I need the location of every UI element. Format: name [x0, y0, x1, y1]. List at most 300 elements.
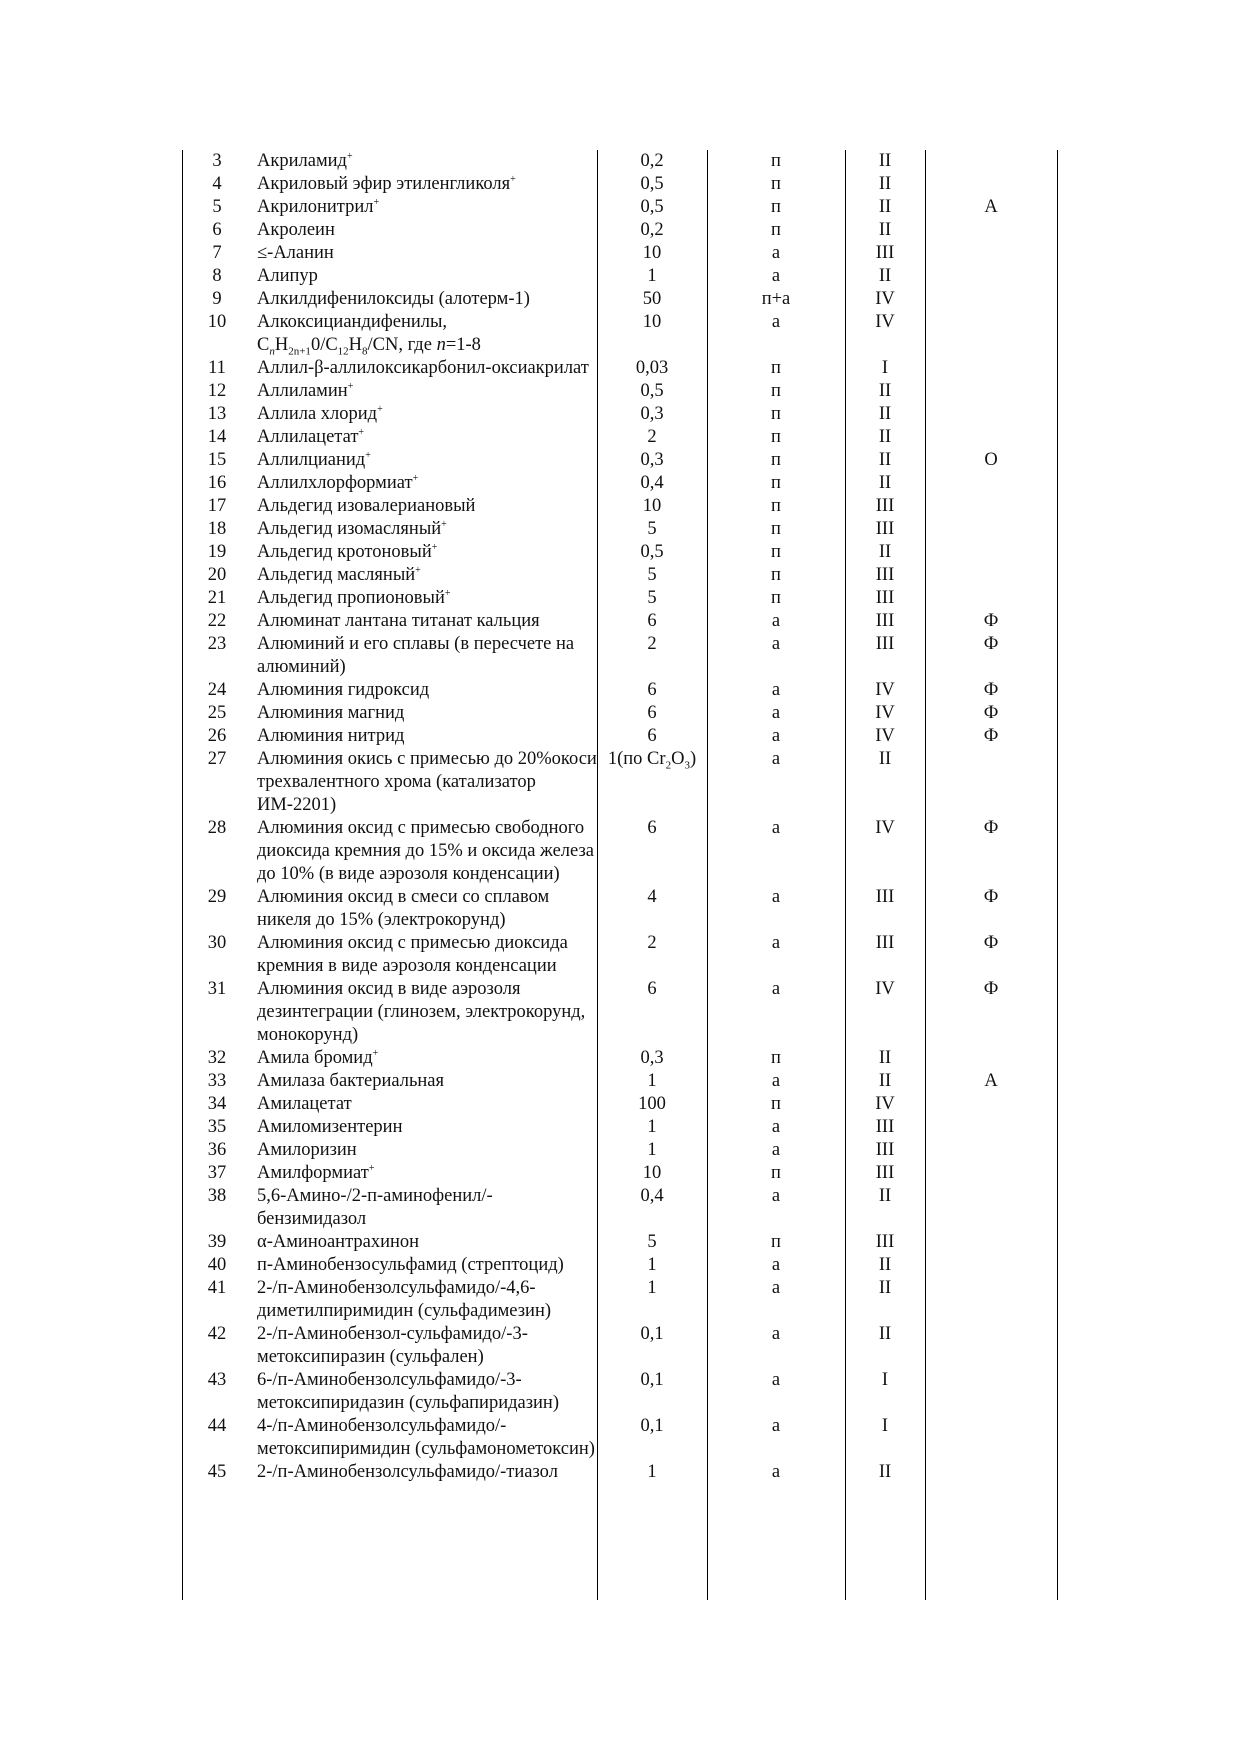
table-row	[182, 1323, 1057, 1369]
substance-name	[252, 817, 597, 886]
table-row	[182, 1093, 1057, 1116]
aggregate-state: а	[771, 1324, 781, 1344]
substance-name	[252, 1254, 597, 1277]
aggregate-state: п	[771, 1232, 781, 1252]
substance-name-text: Алюминия оксид с примесью свободного диоксида кремния до 15% и оксида железа до 10% (в виде аэрозоля конденсации)	[257, 818, 594, 884]
aggregate-state: а	[771, 1186, 781, 1206]
table-row	[182, 1277, 1057, 1323]
formula-part: n	[269, 345, 275, 358]
row-number: 19	[207, 542, 227, 562]
substance-name	[252, 173, 597, 196]
row-number: 43	[207, 1370, 227, 1390]
substance-name-text: п-Аминобензосульфамид (стрептоцид)	[257, 1255, 564, 1275]
row-number: 36	[207, 1140, 227, 1160]
aggregate-state: п	[771, 1163, 781, 1183]
substance-name	[252, 1323, 597, 1369]
value-part: 1(по Cr	[607, 749, 666, 769]
footnote-mark: +	[412, 472, 419, 484]
substance-name	[252, 1139, 597, 1162]
limit-value: 1	[647, 1117, 657, 1137]
limit-value: 100	[638, 1094, 666, 1114]
table-row	[182, 1254, 1057, 1277]
row-number: 27	[207, 749, 227, 769]
limit-value: 1	[647, 1278, 657, 1298]
substance-name	[252, 564, 597, 587]
hazard-class: IV	[875, 680, 895, 700]
substance-name	[252, 1070, 597, 1093]
row-number: 7	[212, 243, 222, 263]
aggregate-state: а	[771, 312, 781, 332]
table-row	[182, 288, 1057, 311]
footnote-mark: +	[510, 173, 516, 185]
aggregate-state: а	[771, 1140, 781, 1160]
hazard-class: II	[878, 1186, 892, 1206]
formula-part: H	[274, 335, 289, 355]
table-row	[182, 1047, 1057, 1070]
substance-name	[252, 380, 597, 403]
footnote-mark: +	[444, 587, 451, 599]
aggregate-state: п	[771, 1094, 781, 1114]
substance-name	[252, 610, 597, 633]
substance-name-text: 2-/п-Аминобензолсульфамидо/-4,6-диметилпиримидин (сульфадимезин)	[257, 1278, 552, 1321]
table-row	[182, 265, 1057, 288]
effect-note: Ф	[983, 680, 999, 700]
substance-name-text: Амила бромид	[257, 1048, 373, 1068]
aggregate-state: п	[771, 496, 781, 516]
substance-name-text: Альдегид изомасляный	[257, 519, 442, 539]
row-number: 41	[207, 1278, 227, 1298]
hazard-class: IV	[875, 1094, 895, 1114]
limit-value: 6	[647, 703, 657, 723]
substance-name-text: Амилоризин	[257, 1140, 357, 1160]
table-row	[182, 702, 1057, 725]
formula-part: C	[257, 335, 270, 355]
hazard-class: III	[875, 1163, 895, 1183]
substance-name	[252, 288, 597, 311]
hazard-class: II	[878, 197, 892, 217]
substance-name	[252, 196, 597, 219]
hazard-class: II	[878, 1324, 892, 1344]
limit-value: 1	[647, 1255, 657, 1275]
limit-value: 6	[647, 818, 657, 838]
substance-name-text: Амилацетат	[257, 1094, 352, 1114]
aggregate-state: а	[771, 703, 781, 723]
substance-name	[252, 1047, 597, 1070]
row-number: 31	[207, 979, 227, 999]
aggregate-state: п	[771, 174, 781, 194]
table-row	[182, 1116, 1057, 1139]
limit-value: 0,5	[640, 174, 664, 194]
row-number: 37	[207, 1163, 227, 1183]
table-row	[182, 1369, 1057, 1415]
table-row	[182, 173, 1057, 196]
table-row	[182, 564, 1057, 587]
table-row	[182, 196, 1057, 219]
effect-note: А	[984, 1071, 998, 1091]
limit-value: 0,5	[640, 381, 664, 401]
formula-part: 2n+1	[288, 345, 311, 358]
limit-value: 10	[642, 1163, 662, 1183]
limit-value: 0,3	[640, 450, 664, 470]
effect-note: Ф	[983, 703, 999, 723]
aggregate-state: а	[771, 611, 781, 631]
substance-name	[252, 932, 597, 978]
column-divider	[1057, 150, 1058, 1600]
table-row	[182, 748, 1057, 817]
substance-name-text: Аллилхлорформиат	[257, 473, 413, 493]
aggregate-state: а	[771, 726, 781, 746]
substance-name-text: Аллил-β-аллилоксикарбонил-оксиакрилат	[257, 358, 589, 378]
table-row	[182, 518, 1057, 541]
table-row	[182, 932, 1057, 978]
hazard-class: II	[878, 1071, 892, 1091]
row-number: 23	[207, 634, 227, 654]
hazard-class: II	[878, 450, 892, 470]
hazard-class: I	[881, 1416, 889, 1436]
table-row	[182, 817, 1057, 886]
substance-name-text: Алюминия оксид в виде аэрозоля дезинтеграции (глинозем, электрокорунд, монокорунд)	[257, 979, 586, 1045]
aggregate-state: а	[771, 1462, 781, 1482]
effect-note: Ф	[983, 634, 999, 654]
hazard-class: III	[875, 611, 895, 631]
aggregate-state: п	[771, 381, 781, 401]
hazard-class: II	[878, 151, 892, 171]
table-row	[182, 1231, 1057, 1254]
aggregate-state: п	[771, 427, 781, 447]
substance-name-text: Алипур	[257, 266, 318, 286]
aggregate-state: а	[771, 634, 781, 654]
row-number: 13	[207, 404, 227, 424]
substance-name-text: 5,6-Амино-/2-п-аминофенил/-бензимидазол	[257, 1186, 493, 1229]
substance-name	[252, 265, 597, 288]
limit-value: 0,4	[640, 473, 664, 493]
substance-name	[252, 449, 597, 472]
substance-name-text: Акролеин	[257, 220, 335, 240]
substance-name-text: Альдегид изовалериановый	[257, 496, 476, 516]
aggregate-state: п	[771, 542, 781, 562]
hazard-class: II	[878, 404, 892, 424]
aggregate-state: а	[771, 749, 781, 769]
formula-part: /CN, где	[367, 335, 437, 355]
hazard-class: II	[878, 266, 892, 286]
formula-part: n	[436, 335, 446, 355]
limit-value: 10	[642, 243, 662, 263]
hazard-class: III	[875, 588, 895, 608]
table-row	[182, 1185, 1057, 1231]
substance-name	[252, 886, 597, 932]
formula-part: =1-8	[445, 335, 481, 355]
table-row	[182, 472, 1057, 495]
hazard-class: III	[875, 887, 895, 907]
row-number: 8	[212, 266, 222, 286]
limit-value: 5	[647, 1232, 657, 1252]
formula-part: 0/C	[310, 335, 338, 355]
substance-name	[252, 426, 597, 449]
aggregate-state: а	[771, 1278, 781, 1298]
substance-name	[252, 518, 597, 541]
limit-value: 6	[647, 680, 657, 700]
hazard-class: II	[878, 1048, 892, 1068]
hazard-class: IV	[875, 703, 895, 723]
aggregate-state: а	[771, 979, 781, 999]
formula-part: 8	[362, 345, 368, 358]
row-number: 21	[207, 588, 227, 608]
substance-name-text: Акриловый эфир этиленгликоля	[257, 174, 511, 194]
hazard-class: IV	[875, 726, 895, 746]
aggregate-state: п+а	[761, 289, 791, 309]
substance-name-text: Акрилонитрил	[257, 197, 374, 217]
limit-value: 1	[647, 266, 657, 286]
row-number: 39	[207, 1232, 227, 1252]
aggregate-state: п	[771, 220, 781, 240]
footnote-mark: +	[358, 426, 365, 438]
table-row	[182, 403, 1057, 426]
hazard-class: II	[878, 427, 892, 447]
hazard-class: II	[878, 174, 892, 194]
row-number: 25	[207, 703, 227, 723]
table-row	[182, 1415, 1057, 1461]
table-row	[182, 495, 1057, 518]
row-number: 12	[207, 381, 227, 401]
row-number: 3	[212, 151, 222, 171]
effect-note: А	[984, 197, 998, 217]
aggregate-state: п	[771, 450, 781, 470]
row-number: 40	[207, 1255, 227, 1275]
row-number: 10	[207, 312, 227, 332]
table-row	[182, 311, 1057, 357]
table-row	[182, 150, 1057, 173]
limit-value: 1	[647, 1462, 657, 1482]
limit-value: 0,1	[640, 1416, 664, 1436]
substance-name	[252, 1415, 597, 1461]
substance-name	[252, 633, 597, 679]
limit-value: 6	[647, 726, 657, 746]
substance-name-text: Алюминат лантана титанат кальция	[257, 611, 540, 631]
hazard-class: IV	[875, 818, 895, 838]
effect-note: Ф	[983, 726, 999, 746]
value-part: O	[671, 749, 685, 769]
aggregate-state: а	[771, 1416, 781, 1436]
limit-value: 0,5	[640, 197, 664, 217]
limit-value	[597, 748, 707, 771]
aggregate-state: п	[771, 1048, 781, 1068]
aggregate-state: п	[771, 473, 781, 493]
footnote-mark: +	[372, 1047, 379, 1059]
aggregate-state: а	[771, 1071, 781, 1091]
substance-name-text: Альдегид масляный	[257, 565, 416, 585]
substance-name-text: 4-/п-Аминобензолсульфамидо/-метоксипиримидин (сульфамонометоксин)	[257, 1416, 595, 1459]
substance-name-text: Алюминия оксид с примесью диоксида кремния в виде аэрозоля конденсации	[257, 933, 568, 976]
aggregate-state: а	[771, 818, 781, 838]
substance-name	[252, 1185, 597, 1231]
substance-name	[252, 587, 597, 610]
effect-note: Ф	[983, 887, 999, 907]
table-row	[182, 610, 1057, 633]
footnote-mark: +	[346, 150, 353, 162]
hazard-class: III	[875, 933, 895, 953]
chemical-formula	[257, 334, 597, 357]
substance-name-text: Алкоксициандифенилы,	[257, 312, 448, 332]
aggregate-state: п	[771, 358, 781, 378]
substance-name-text: Амиломизентерин	[257, 1117, 403, 1137]
table-row	[182, 978, 1057, 1047]
limit-value: 6	[647, 979, 657, 999]
effect-note: Ф	[983, 611, 999, 631]
limit-value: 6	[647, 611, 657, 631]
table-row	[182, 380, 1057, 403]
limit-value: 2	[647, 634, 657, 654]
substance-name	[252, 495, 597, 518]
substance-name-text: Альдегид кротоновый	[257, 542, 432, 562]
hazard-class: IV	[875, 289, 895, 309]
limit-value: 1	[647, 1140, 657, 1160]
row-number: 42	[207, 1324, 227, 1344]
value-part: 2	[665, 759, 672, 772]
substance-name-text: ≤-Аланин	[257, 243, 334, 263]
limit-value: 0,5	[640, 542, 664, 562]
substance-name	[252, 1461, 597, 1484]
table-row	[182, 886, 1057, 932]
row-number: 11	[208, 358, 226, 378]
limit-value: 0,2	[640, 220, 664, 240]
substance-name	[252, 541, 597, 564]
hazard-class: III	[875, 519, 895, 539]
table-row	[182, 725, 1057, 748]
substance-name	[252, 472, 597, 495]
table-row	[182, 679, 1057, 702]
row-number: 45	[207, 1462, 227, 1482]
substance-name-text: α-Аминоантрахинон	[257, 1232, 420, 1252]
aggregate-state: п	[771, 197, 781, 217]
table-row	[182, 541, 1057, 564]
hazard-class: III	[875, 634, 895, 654]
row-number: 30	[207, 933, 227, 953]
limit-value: 50	[642, 289, 662, 309]
substance-name-text: Амилаза бактериальная	[257, 1071, 445, 1091]
effect-note: Ф	[983, 818, 999, 838]
aggregate-state: а	[771, 680, 781, 700]
row-number: 6	[212, 220, 222, 240]
substance-name	[252, 357, 597, 380]
substance-name	[252, 1277, 597, 1323]
substance-name	[252, 150, 597, 173]
aggregate-state: п	[771, 565, 781, 585]
footnote-mark: +	[377, 403, 383, 415]
row-number: 28	[207, 818, 227, 838]
limit-value: 10	[642, 312, 662, 332]
row-number: 44	[207, 1416, 227, 1436]
substance-name	[252, 1093, 597, 1116]
substance-name	[252, 702, 597, 725]
hazard-class: II	[878, 749, 892, 769]
row-number: 9	[212, 289, 222, 309]
limit-value: 5	[647, 588, 657, 608]
substance-name	[252, 242, 597, 265]
row-number: 34	[207, 1094, 227, 1114]
table-row	[182, 219, 1057, 242]
footnote-mark: +	[441, 518, 447, 530]
effect-note: Ф	[983, 933, 999, 953]
hazard-class: I	[881, 358, 889, 378]
aggregate-state: а	[771, 1370, 781, 1390]
table-row	[182, 426, 1057, 449]
hazard-class: II	[878, 473, 892, 493]
table-row	[182, 242, 1057, 265]
row-number: 24	[207, 680, 227, 700]
substance-name	[252, 403, 597, 426]
row-number: 5	[212, 197, 222, 217]
substance-name-text: Аллила хлорид	[257, 404, 378, 424]
substance-name	[252, 1369, 597, 1415]
substance-name-text: Алюминия нитрид	[257, 726, 405, 746]
hazard-class: III	[875, 243, 895, 263]
row-number: 16	[207, 473, 227, 493]
row-number: 20	[207, 565, 227, 585]
formula-part: 12	[337, 345, 349, 358]
row-number: 35	[207, 1117, 227, 1137]
hazard-class: III	[875, 496, 895, 516]
row-number: 38	[207, 1186, 227, 1206]
substance-name	[252, 748, 597, 817]
substance-name-text: Алюминий и его сплавы (в пересчете на алюминий)	[257, 634, 575, 677]
aggregate-state: п	[771, 151, 781, 171]
aggregate-state: а	[771, 266, 781, 286]
value-part: 3	[684, 759, 690, 772]
aggregate-state: а	[771, 1255, 781, 1275]
row-number: 29	[207, 887, 227, 907]
footnote-mark: +	[347, 380, 354, 392]
row-number: 26	[207, 726, 227, 746]
table-row	[182, 1461, 1057, 1484]
hazard-class: II	[878, 1255, 892, 1275]
hazard-class: IV	[875, 979, 895, 999]
limit-value: 0,4	[640, 1186, 664, 1206]
formula-part: H	[348, 335, 363, 355]
limit-value: 0,2	[640, 151, 664, 171]
footnote-mark: +	[365, 449, 371, 461]
substance-name-text: Алюминия оксид в смеси со сплавом никеля до 15% (электрокорунд)	[257, 887, 550, 930]
row-number: 15	[207, 450, 227, 470]
limit-value: 0,3	[640, 1048, 664, 1068]
substance-name-text: Аллилацетат	[257, 427, 359, 447]
substance-name	[252, 679, 597, 702]
aggregate-state: п	[771, 519, 781, 539]
limit-value: 5	[647, 519, 657, 539]
substance-name-text: Алкилдифенилоксиды (алотерм-1)	[257, 289, 530, 309]
row-number: 22	[207, 611, 227, 631]
limit-value: 1	[647, 1071, 657, 1091]
substance-name	[252, 1116, 597, 1139]
substance-name-text: Аллилцианид	[257, 450, 366, 470]
aggregate-state: п	[771, 588, 781, 608]
hazard-class: II	[878, 1462, 892, 1482]
table-row	[182, 587, 1057, 610]
limit-value: 4	[647, 887, 657, 907]
row-number: 17	[207, 496, 227, 516]
limit-value: 0,1	[640, 1324, 664, 1344]
substance-name	[252, 1231, 597, 1254]
hazard-class: II	[878, 1278, 892, 1298]
limit-value: 5	[647, 565, 657, 585]
substance-name-text: Амилформиат	[257, 1163, 369, 1183]
limit-value: 0,3	[640, 404, 664, 424]
substance-name-text: Альдегид пропионовый	[257, 588, 445, 608]
aggregate-state: а	[771, 1117, 781, 1137]
substance-name	[252, 1162, 597, 1185]
substance-name	[252, 978, 597, 1047]
substance-name-text: Аллиламин	[257, 381, 348, 401]
limit-value: 0,1	[640, 1370, 664, 1390]
